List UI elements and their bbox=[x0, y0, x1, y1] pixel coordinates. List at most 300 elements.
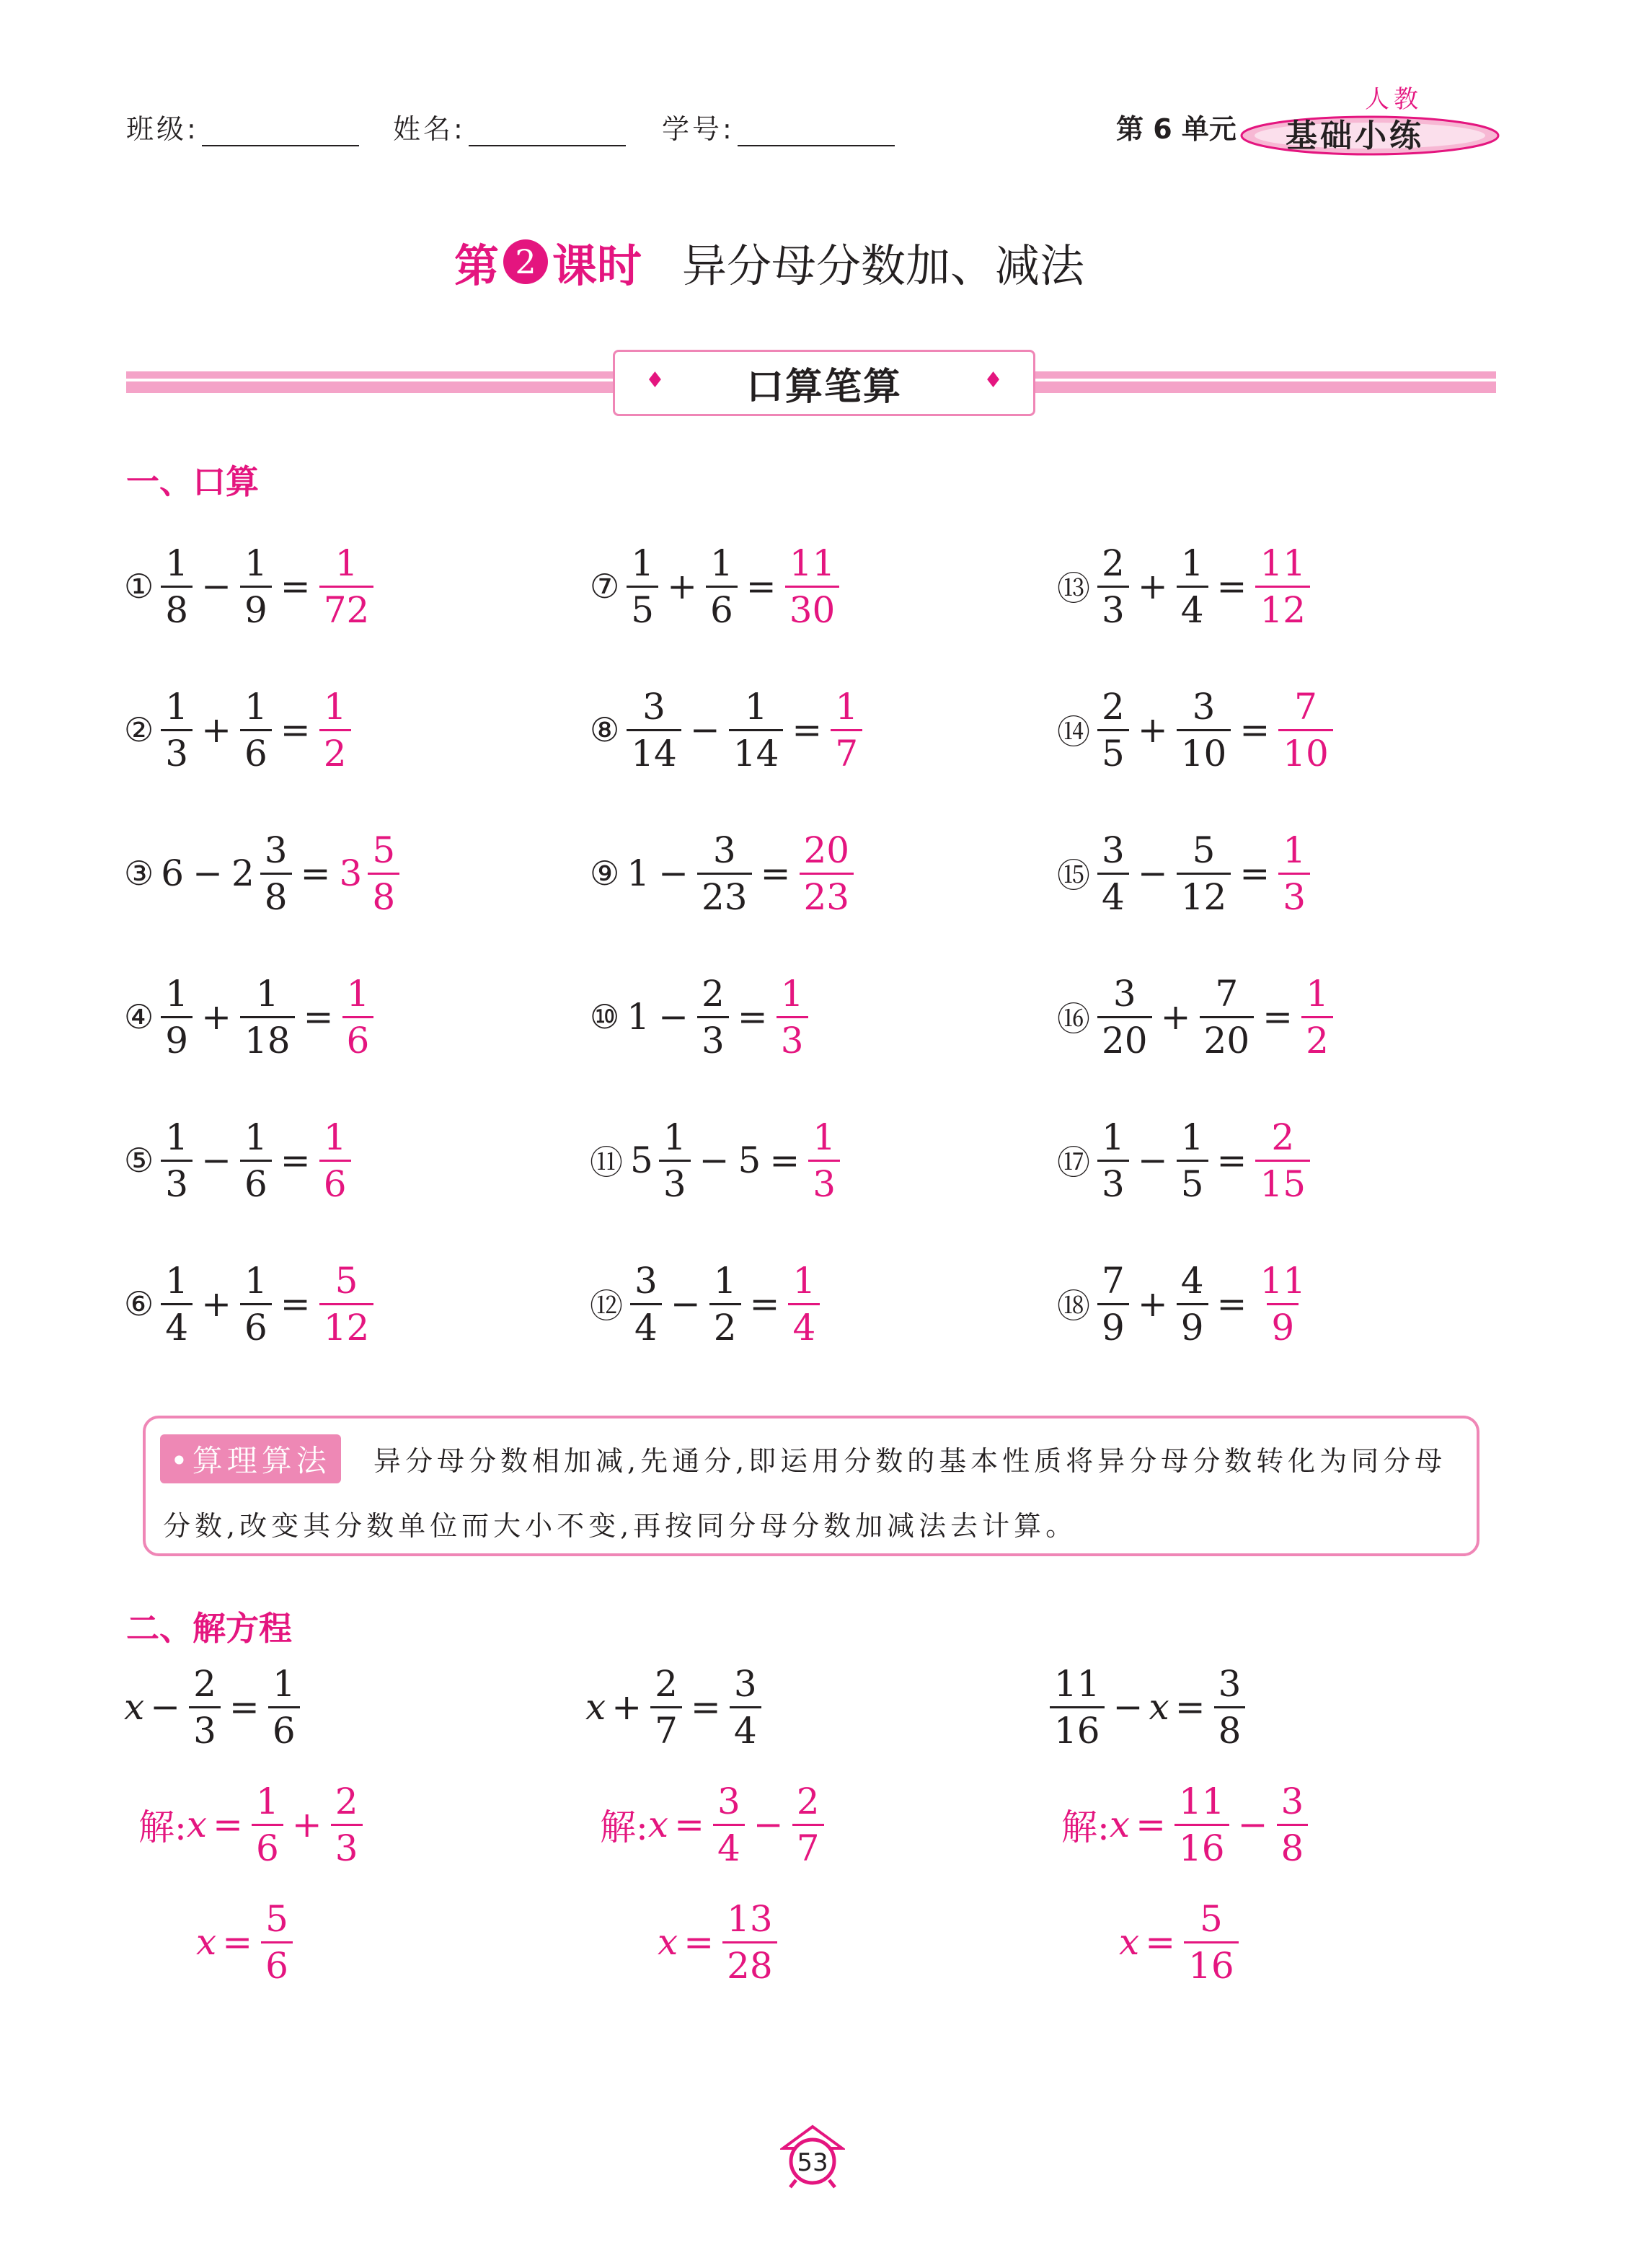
numerator: 5 bbox=[1200, 1897, 1223, 1940]
operator: − bbox=[699, 1139, 730, 1181]
solve-label: 解: bbox=[138, 1806, 187, 1848]
problem-item bbox=[590, 1257, 823, 1351]
fraction-b bbox=[706, 542, 738, 631]
operator: − bbox=[658, 852, 689, 894]
problem-item bbox=[124, 1257, 376, 1351]
denominator: 6 bbox=[319, 1160, 351, 1202]
numerator: 11 bbox=[1260, 542, 1306, 584]
denominator: 9 bbox=[1177, 1303, 1208, 1346]
fraction-a bbox=[1097, 542, 1129, 631]
denominator: 7 bbox=[650, 1706, 682, 1749]
fraction-b bbox=[240, 542, 272, 631]
numerator: 5 bbox=[265, 1897, 288, 1940]
equals-sign: = bbox=[760, 852, 791, 894]
fraction-a bbox=[161, 1116, 193, 1205]
denominator: 3 bbox=[777, 1016, 808, 1059]
problem-number: ⑯ bbox=[1057, 1000, 1090, 1038]
problem-item bbox=[124, 683, 354, 777]
answer-fraction bbox=[831, 685, 862, 775]
fraction-b bbox=[1177, 1259, 1208, 1349]
lesson-suffix: 课时 bbox=[552, 239, 642, 292]
problem-number: ⑧ bbox=[590, 710, 620, 749]
answer-fraction bbox=[808, 1116, 840, 1205]
denominator: 5 bbox=[1177, 1160, 1208, 1202]
numerator: 1 bbox=[744, 685, 768, 728]
operator: + bbox=[201, 709, 231, 751]
denominator: 8 bbox=[260, 873, 292, 915]
badge-top: 人教 bbox=[1365, 85, 1423, 114]
name-field bbox=[393, 107, 626, 146]
operator: + bbox=[201, 1283, 231, 1325]
whole-number: 5 bbox=[738, 1139, 761, 1181]
class-blank[interactable] bbox=[202, 116, 359, 146]
denominator: 6 bbox=[240, 729, 272, 772]
problem-number: ① bbox=[124, 567, 154, 606]
fraction-b bbox=[729, 685, 784, 775]
variable: x bbox=[186, 1804, 208, 1845]
numerator: 1 bbox=[244, 1116, 267, 1158]
operator: − bbox=[150, 1686, 181, 1728]
problem-number: ⑪ bbox=[590, 1143, 623, 1182]
equals-sign: = bbox=[792, 709, 823, 751]
denominator: 12 bbox=[1177, 873, 1231, 915]
fraction-a bbox=[161, 1259, 193, 1349]
numerator: 2 bbox=[1271, 1116, 1295, 1158]
variable: x bbox=[1149, 1686, 1169, 1728]
problem-item bbox=[1057, 1257, 1313, 1351]
problem-item bbox=[590, 970, 811, 1064]
fraction-a bbox=[627, 685, 681, 775]
equals-sign: = bbox=[1174, 1686, 1205, 1728]
equals-sign: = bbox=[280, 1283, 311, 1325]
equals-sign: = bbox=[690, 1686, 721, 1728]
denominator: 6 bbox=[240, 1160, 272, 1202]
denominator: 5 bbox=[627, 586, 658, 628]
equals-sign: = bbox=[674, 1804, 704, 1845]
denominator: 16 bbox=[1050, 1706, 1105, 1749]
problem-item bbox=[590, 1113, 843, 1207]
answer-fraction bbox=[319, 1259, 374, 1349]
operator: + bbox=[1137, 1283, 1168, 1325]
problem-item bbox=[1057, 1113, 1313, 1207]
numerator: 11 bbox=[1054, 1662, 1100, 1705]
numerator: 3 bbox=[712, 829, 736, 871]
answer-fraction bbox=[342, 972, 374, 1062]
numerator: 1 bbox=[255, 1780, 279, 1822]
denominator: 14 bbox=[627, 729, 681, 772]
id-field bbox=[662, 107, 895, 146]
equals-sign: = bbox=[1239, 709, 1270, 751]
denominator: 2 bbox=[709, 1303, 741, 1346]
equals-sign: = bbox=[280, 1139, 311, 1181]
class-field bbox=[126, 107, 359, 146]
solution-result bbox=[1119, 1895, 1242, 1989]
solution-step bbox=[1061, 1778, 1311, 1871]
equals-sign: = bbox=[300, 852, 331, 894]
denominator: 3 bbox=[1097, 586, 1129, 628]
operator: − bbox=[753, 1804, 784, 1845]
denominator: 4 bbox=[730, 1706, 761, 1749]
numerator: 1 bbox=[792, 1259, 816, 1302]
answer-whole: 3 bbox=[339, 852, 363, 894]
fraction bbox=[1050, 1662, 1105, 1752]
fraction-b bbox=[1177, 685, 1231, 775]
problem-item bbox=[1057, 683, 1336, 777]
denominator: 4 bbox=[713, 1824, 745, 1866]
fraction bbox=[331, 1780, 363, 1869]
fraction-b bbox=[697, 972, 729, 1062]
series-badge bbox=[1237, 85, 1503, 164]
page-title bbox=[454, 229, 1084, 294]
page-number-badge bbox=[780, 2124, 845, 2189]
denominator: 6 bbox=[240, 1303, 272, 1346]
fraction-a bbox=[627, 542, 658, 631]
operator: − bbox=[201, 565, 231, 607]
denominator: 12 bbox=[1255, 586, 1310, 628]
answer-fraction bbox=[319, 685, 351, 775]
equals-sign: = bbox=[280, 709, 311, 751]
tip-box bbox=[143, 1416, 1479, 1556]
denominator: 23 bbox=[697, 873, 752, 915]
equals-sign: = bbox=[222, 1921, 253, 1963]
fraction-a bbox=[161, 542, 193, 631]
answer-fraction bbox=[1255, 542, 1310, 631]
numerator: 1 bbox=[713, 1259, 737, 1302]
equals-sign: = bbox=[749, 1283, 780, 1325]
denominator: 3 bbox=[189, 1706, 221, 1749]
variable: x bbox=[585, 1686, 606, 1728]
operator: − bbox=[1237, 1804, 1268, 1845]
problem-item bbox=[590, 683, 865, 777]
problem-number: ⑰ bbox=[1057, 1143, 1090, 1182]
numerator: 2 bbox=[193, 1662, 216, 1705]
numerator: 1 bbox=[323, 685, 347, 728]
fraction-b bbox=[1177, 542, 1208, 631]
fraction bbox=[189, 1662, 221, 1752]
equals-sign: = bbox=[213, 1804, 243, 1845]
denominator: 7 bbox=[792, 1824, 824, 1866]
numerator: 11 bbox=[789, 542, 836, 584]
equals-sign: = bbox=[1216, 1139, 1247, 1181]
fraction bbox=[252, 1780, 283, 1869]
numerator: 5 bbox=[335, 1259, 358, 1302]
numerator: 1 bbox=[1283, 829, 1306, 871]
answer-fraction bbox=[800, 829, 854, 918]
fraction-a bbox=[1097, 972, 1152, 1062]
operator: − bbox=[193, 852, 223, 894]
numerator: 5 bbox=[1192, 829, 1216, 871]
equals-sign: = bbox=[280, 565, 311, 607]
operator: + bbox=[1137, 565, 1168, 607]
part2-heading: 二、解方程 bbox=[126, 1609, 292, 1648]
equals-sign: = bbox=[1216, 1283, 1247, 1325]
operator: + bbox=[291, 1804, 322, 1845]
answer-fraction bbox=[788, 1259, 820, 1349]
answer-fraction bbox=[1278, 829, 1310, 918]
denominator: 4 bbox=[161, 1303, 193, 1346]
numerator: 3 bbox=[642, 685, 665, 728]
answer-fraction bbox=[1255, 1116, 1310, 1205]
numerator: 1 bbox=[255, 972, 279, 1015]
equation bbox=[1047, 1660, 1248, 1754]
problem-item bbox=[124, 539, 376, 633]
operator: − bbox=[670, 1283, 701, 1325]
section-bar-right bbox=[1020, 371, 1496, 393]
denominator: 20 bbox=[1097, 1016, 1152, 1059]
numerator: 2 bbox=[701, 972, 725, 1015]
numerator: 3 bbox=[1280, 1780, 1304, 1822]
diamond-icon: ♦ bbox=[983, 368, 1003, 393]
denominator: 3 bbox=[659, 1160, 691, 1202]
numerator: 11 bbox=[1260, 1259, 1306, 1302]
denominator: 3 bbox=[161, 1160, 193, 1202]
equals-sign: = bbox=[1136, 1804, 1166, 1845]
numerator: 1 bbox=[272, 1662, 296, 1705]
equals-sign: = bbox=[684, 1921, 715, 1963]
numerator: 3 bbox=[733, 1662, 757, 1705]
numerator: 1 bbox=[709, 542, 733, 584]
denominator: 72 bbox=[319, 586, 374, 628]
numerator: 1 bbox=[165, 972, 189, 1015]
denominator: 6 bbox=[252, 1824, 283, 1866]
denominator: 6 bbox=[261, 1941, 293, 1984]
operator: + bbox=[667, 565, 697, 607]
fraction bbox=[1174, 1780, 1229, 1869]
denominator: 28 bbox=[722, 1941, 777, 1984]
equals-sign: = bbox=[303, 996, 334, 1038]
denominator: 3 bbox=[808, 1160, 840, 1202]
numerator: 1 bbox=[1102, 1116, 1125, 1158]
numerator: 1 bbox=[1180, 542, 1204, 584]
numerator: 1 bbox=[165, 685, 189, 728]
numerator: 2 bbox=[1102, 685, 1125, 728]
fraction bbox=[730, 1662, 761, 1752]
denominator: 4 bbox=[788, 1303, 820, 1346]
operator: − bbox=[689, 709, 720, 751]
numerator: 1 bbox=[244, 1259, 267, 1302]
numerator: 3 bbox=[1192, 685, 1216, 728]
problem-number: ⑦ bbox=[590, 567, 620, 606]
numerator: 1 bbox=[323, 1116, 347, 1158]
unit-label: 第 6 单元 bbox=[1116, 113, 1237, 145]
numerator: 5 bbox=[372, 829, 396, 871]
denominator: 14 bbox=[729, 729, 784, 772]
fraction-a bbox=[161, 685, 193, 775]
diamond-icon: ♦ bbox=[645, 368, 665, 393]
denominator: 15 bbox=[1255, 1160, 1310, 1202]
equals-sign: = bbox=[229, 1686, 260, 1728]
denominator: 7 bbox=[831, 729, 862, 772]
answer-fraction bbox=[319, 542, 374, 631]
answer-fraction bbox=[319, 1116, 351, 1205]
name-blank[interactable] bbox=[469, 116, 626, 146]
equals-sign: = bbox=[1145, 1921, 1176, 1963]
fraction-b bbox=[1200, 972, 1255, 1062]
problem-item bbox=[124, 826, 402, 920]
numerator: 1 bbox=[1180, 1116, 1204, 1158]
numerator: 1 bbox=[346, 972, 370, 1015]
problem-number: ④ bbox=[124, 997, 154, 1036]
denominator: 2 bbox=[319, 729, 351, 772]
numerator: 1 bbox=[631, 542, 655, 584]
equation bbox=[585, 1660, 764, 1754]
problem-number: ⑫ bbox=[590, 1287, 623, 1325]
denominator: 9 bbox=[1097, 1303, 1129, 1346]
variable: x bbox=[658, 1921, 678, 1963]
fraction-a bbox=[1097, 685, 1129, 775]
problem-item bbox=[590, 539, 842, 633]
solve-label: 解: bbox=[600, 1806, 648, 1848]
denominator: 8 bbox=[1277, 1824, 1309, 1866]
problem-item bbox=[124, 970, 376, 1064]
operator: + bbox=[1160, 996, 1191, 1038]
operator: − bbox=[1137, 1139, 1168, 1181]
lesson-prefix: 第 bbox=[454, 239, 500, 292]
denominator: 16 bbox=[1174, 1824, 1229, 1866]
answer-fraction bbox=[785, 542, 840, 631]
denominator: 3 bbox=[1097, 1160, 1129, 1202]
whole-number: 1 bbox=[627, 996, 650, 1038]
section-bar-left bbox=[126, 371, 624, 393]
numerator: 1 bbox=[165, 1259, 189, 1302]
equation bbox=[124, 1660, 303, 1754]
denominator: 16 bbox=[1184, 1941, 1239, 1984]
denominator: 4 bbox=[630, 1303, 662, 1346]
numerator: 4 bbox=[1180, 1259, 1204, 1302]
numerator: 7 bbox=[1215, 972, 1239, 1015]
lesson-number: 2 bbox=[503, 239, 548, 284]
numerator: 3 bbox=[1112, 972, 1136, 1015]
fraction-b bbox=[697, 829, 752, 918]
answer-fraction bbox=[777, 972, 808, 1062]
answer-fraction bbox=[368, 829, 399, 918]
denominator: 3 bbox=[697, 1016, 729, 1059]
operator: − bbox=[201, 1139, 231, 1181]
id-blank[interactable] bbox=[738, 116, 895, 146]
numerator: 3 bbox=[1218, 1662, 1242, 1705]
whole-number: 6 bbox=[161, 852, 185, 894]
denominator: 8 bbox=[161, 586, 193, 628]
numerator: 1 bbox=[335, 542, 358, 584]
numerator: 1 bbox=[244, 685, 267, 728]
denominator: 18 bbox=[240, 1016, 295, 1059]
answer-fraction bbox=[1278, 685, 1333, 775]
fraction bbox=[1214, 1662, 1246, 1752]
fraction-b bbox=[709, 1259, 741, 1349]
variable: x bbox=[196, 1921, 217, 1963]
denominator: 23 bbox=[800, 873, 854, 915]
numerator: 13 bbox=[727, 1897, 773, 1940]
numerator: 2 bbox=[796, 1780, 820, 1822]
solution-step bbox=[138, 1778, 366, 1871]
numerator: 1 bbox=[813, 1116, 836, 1158]
variable: x bbox=[647, 1804, 669, 1845]
numerator: 20 bbox=[803, 829, 850, 871]
fraction bbox=[792, 1780, 824, 1869]
numerator: 1 bbox=[165, 542, 189, 584]
denominator: 4 bbox=[1097, 873, 1129, 915]
problem-item bbox=[1057, 970, 1336, 1064]
numerator: 2 bbox=[1102, 542, 1125, 584]
fraction-b bbox=[240, 972, 295, 1062]
problem-number: ⑩ bbox=[590, 997, 620, 1036]
fraction-a bbox=[1097, 829, 1129, 918]
class-label: 班级: bbox=[126, 113, 199, 145]
numerator: 1 bbox=[780, 972, 804, 1015]
section-box bbox=[613, 350, 1035, 416]
denominator: 9 bbox=[161, 1016, 193, 1059]
denominator: 10 bbox=[1177, 729, 1231, 772]
denominator: 10 bbox=[1278, 729, 1333, 772]
operator: − bbox=[658, 996, 689, 1038]
solution-step bbox=[600, 1778, 827, 1871]
equals-sign: = bbox=[769, 1139, 800, 1181]
numerator: 3 bbox=[717, 1780, 740, 1822]
denominator: 20 bbox=[1200, 1016, 1255, 1059]
fraction-a bbox=[1097, 1259, 1129, 1349]
numerator: 1 bbox=[244, 542, 267, 584]
denominator: 6 bbox=[268, 1706, 300, 1749]
numerator: 1 bbox=[1306, 972, 1329, 1015]
id-label: 学号: bbox=[662, 113, 735, 145]
problem-number: ③ bbox=[124, 854, 154, 893]
equals-sign: = bbox=[1216, 565, 1247, 607]
variable: x bbox=[1109, 1804, 1131, 1845]
problem-number: ⑥ bbox=[124, 1284, 154, 1323]
equals-sign: = bbox=[746, 565, 777, 607]
operator: + bbox=[611, 1686, 642, 1728]
variable: x bbox=[1119, 1921, 1140, 1963]
denominator: 6 bbox=[342, 1016, 374, 1059]
fraction-a bbox=[630, 1259, 662, 1349]
fraction bbox=[1277, 1780, 1309, 1869]
fraction-b bbox=[240, 1116, 272, 1205]
badge-main: 基础小练 bbox=[1286, 118, 1424, 154]
numerator: 3 bbox=[634, 1259, 658, 1302]
problem-item bbox=[590, 826, 857, 920]
denominator: 3 bbox=[1278, 873, 1310, 915]
denominator: 2 bbox=[1301, 1016, 1333, 1059]
numerator: 3 bbox=[264, 829, 288, 871]
operator: − bbox=[1137, 852, 1168, 894]
answer-fraction bbox=[1301, 972, 1333, 1062]
title-text: 异分母分数加、减法 bbox=[682, 239, 1085, 292]
numerator: 2 bbox=[335, 1780, 358, 1822]
fraction bbox=[261, 1897, 293, 1987]
numerator: 1 bbox=[835, 685, 859, 728]
problem-number: ⑬ bbox=[1057, 569, 1090, 608]
fraction-b bbox=[260, 829, 292, 918]
name-label: 姓名: bbox=[393, 113, 466, 145]
whole-part: 5 bbox=[630, 1139, 653, 1181]
equals-sign: = bbox=[737, 996, 768, 1038]
part1-heading: 一、口算 bbox=[126, 462, 259, 501]
section-title: 口算笔算 bbox=[746, 365, 902, 409]
tip-text-line2: 分数,改变其分数单位而大小不变,再按同分母分数加减法去计算。 bbox=[163, 1510, 1078, 1542]
fraction-b bbox=[1177, 829, 1231, 918]
fraction bbox=[1184, 1897, 1239, 1987]
denominator: 9 bbox=[240, 586, 272, 628]
denominator: 12 bbox=[319, 1303, 374, 1346]
numerator: 1 bbox=[663, 1116, 686, 1158]
problem-item bbox=[1057, 826, 1313, 920]
answer-fraction bbox=[1255, 1259, 1310, 1349]
equals-sign: = bbox=[1262, 996, 1293, 1038]
whole-part: 2 bbox=[231, 852, 255, 894]
denominator: 3 bbox=[161, 729, 193, 772]
problem-number: ② bbox=[124, 710, 154, 749]
operator: + bbox=[201, 996, 231, 1038]
